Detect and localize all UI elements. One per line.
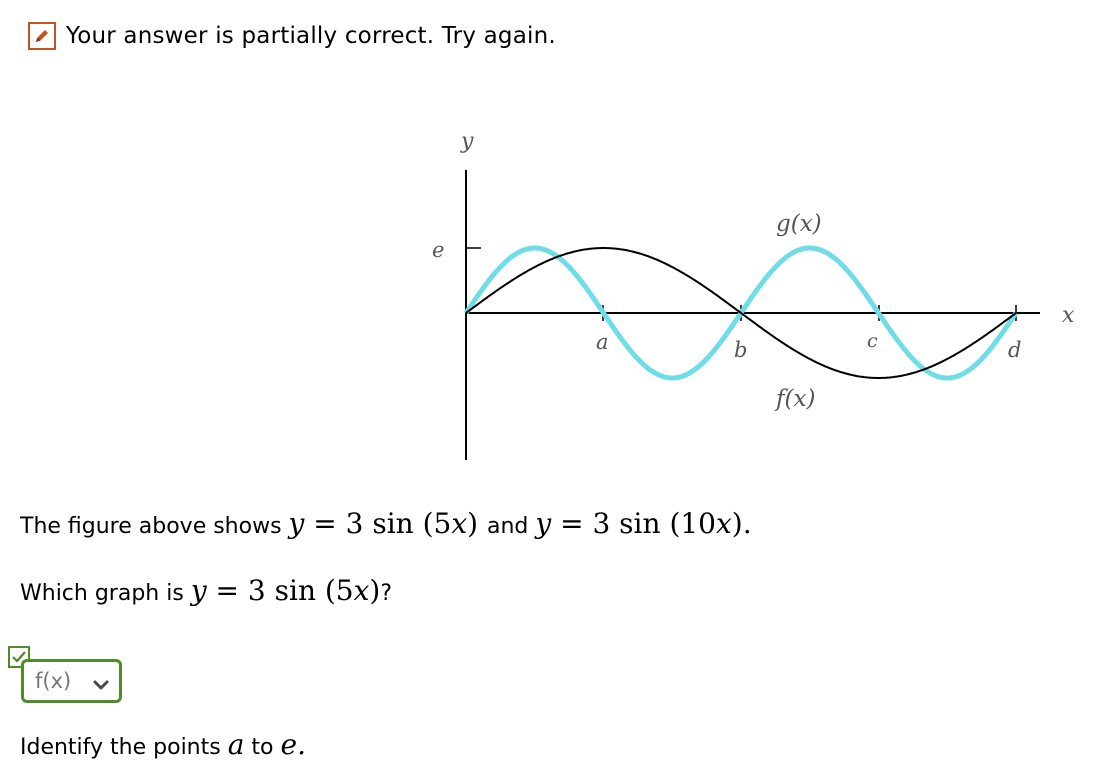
variable-a: a [227, 728, 245, 761]
question-text-and: and [486, 514, 529, 539]
point-label-c: c [867, 330, 878, 352]
f-curve-label: f(x) [776, 386, 816, 412]
question-line-3 [20, 728, 306, 761]
e-label: e [432, 238, 445, 262]
equation-1: y = 3 sin (5x) [288, 507, 487, 540]
answer-select[interactable] [21, 659, 122, 703]
equation-3: y = 3 sin (5x) [190, 574, 381, 607]
question-line-2 [20, 574, 392, 607]
variable-e: e. [280, 728, 306, 761]
g-curve-label: g(x) [776, 211, 822, 237]
question-text: The figure above shows [20, 514, 282, 539]
question-mark: ? [380, 581, 393, 606]
point-label-d: d [1008, 338, 1022, 362]
x-axis-label: x [1062, 303, 1075, 328]
feedback-message: Your answer is partially correct. Try again. [66, 23, 556, 49]
equation-2: y = 3 sin (10x). [535, 507, 752, 540]
y-axis-label: y [461, 129, 474, 154]
question-text-to: to [251, 735, 274, 760]
point-label-a: a [596, 330, 609, 354]
question-line-1 [20, 507, 752, 540]
answer-select-value: f(x) [35, 669, 72, 693]
question-text: Which graph is [20, 581, 184, 606]
point-label-b: b [734, 338, 748, 362]
chevron-down-icon [92, 673, 110, 697]
question-text: Identify the points [20, 735, 221, 760]
